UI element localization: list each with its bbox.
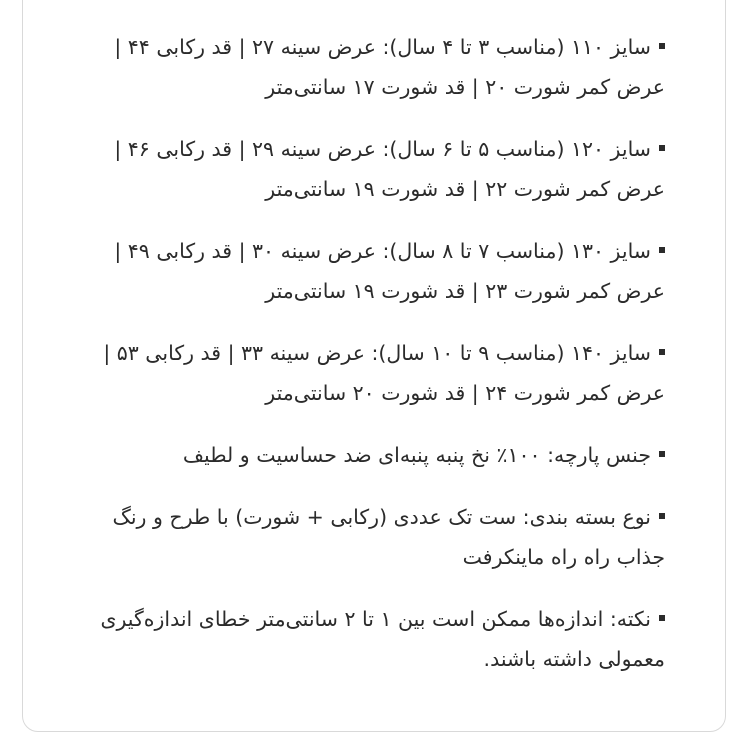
square-bullet-icon bbox=[659, 43, 665, 49]
spec-item-text: سایز ۱۳۰ (مناسب ۷ تا ۸ سال): عرض سینه ۳۰ | قد رکابی ۴۹ | عرض کمر شورت ۲۳ | قد شورت ۱۹ سانتی‌متر bbox=[114, 239, 665, 303]
spec-item-text: جنس پارچه: ۱۰۰٪ نخ پنبه پنبه‌ای ضد حساسیت و لطیف bbox=[182, 443, 651, 467]
square-bullet-icon bbox=[659, 247, 665, 253]
spec-item-size-140 bbox=[85, 333, 665, 413]
square-bullet-icon bbox=[659, 513, 665, 519]
square-bullet-icon bbox=[659, 615, 665, 621]
spec-item-text: سایز ۱۴۰ (مناسب ۹ تا ۱۰ سال): عرض سینه ۳۳ | قد رکابی ۵۳ | عرض کمر شورت ۲۴ | قد شورت ۲۰ سانتی‌متر bbox=[103, 341, 665, 405]
spec-item-text: سایز ۱۱۰ (مناسب ۳ تا ۴ سال): عرض سینه ۲۷ | قد رکابی ۴۴ | عرض کمر شورت ۲۰ | قد شورت ۱۷ سانتی‌متر bbox=[114, 35, 665, 99]
square-bullet-icon bbox=[659, 145, 665, 151]
spec-item-size-110 bbox=[85, 27, 665, 107]
product-spec-list bbox=[85, 27, 665, 701]
spec-item-packaging bbox=[85, 497, 665, 577]
spec-item-fabric bbox=[85, 435, 665, 475]
spec-item-note bbox=[85, 599, 665, 679]
spec-item-text: سایز ۱۲۰ (مناسب ۵ تا ۶ سال): عرض سینه ۲۹ | قد رکابی ۴۶ | عرض کمر شورت ۲۲ | قد شورت ۱۹ سانتی‌متر bbox=[114, 137, 665, 201]
spec-item-text: نوع بسته بندی: ست تک عددی (رکابی + شورت) با طرح و رنگ جذاب راه راه ماینکرفت bbox=[112, 505, 665, 569]
square-bullet-icon bbox=[659, 349, 665, 355]
spec-item-text: نکته: اندازه‌ها ممکن است بین ۱ تا ۲ سانتی‌متر خطای اندازه‌گیری معمولی داشته باشند. bbox=[100, 607, 665, 671]
spec-item-size-130 bbox=[85, 231, 665, 311]
spec-item-size-120 bbox=[85, 129, 665, 209]
square-bullet-icon bbox=[659, 451, 665, 457]
